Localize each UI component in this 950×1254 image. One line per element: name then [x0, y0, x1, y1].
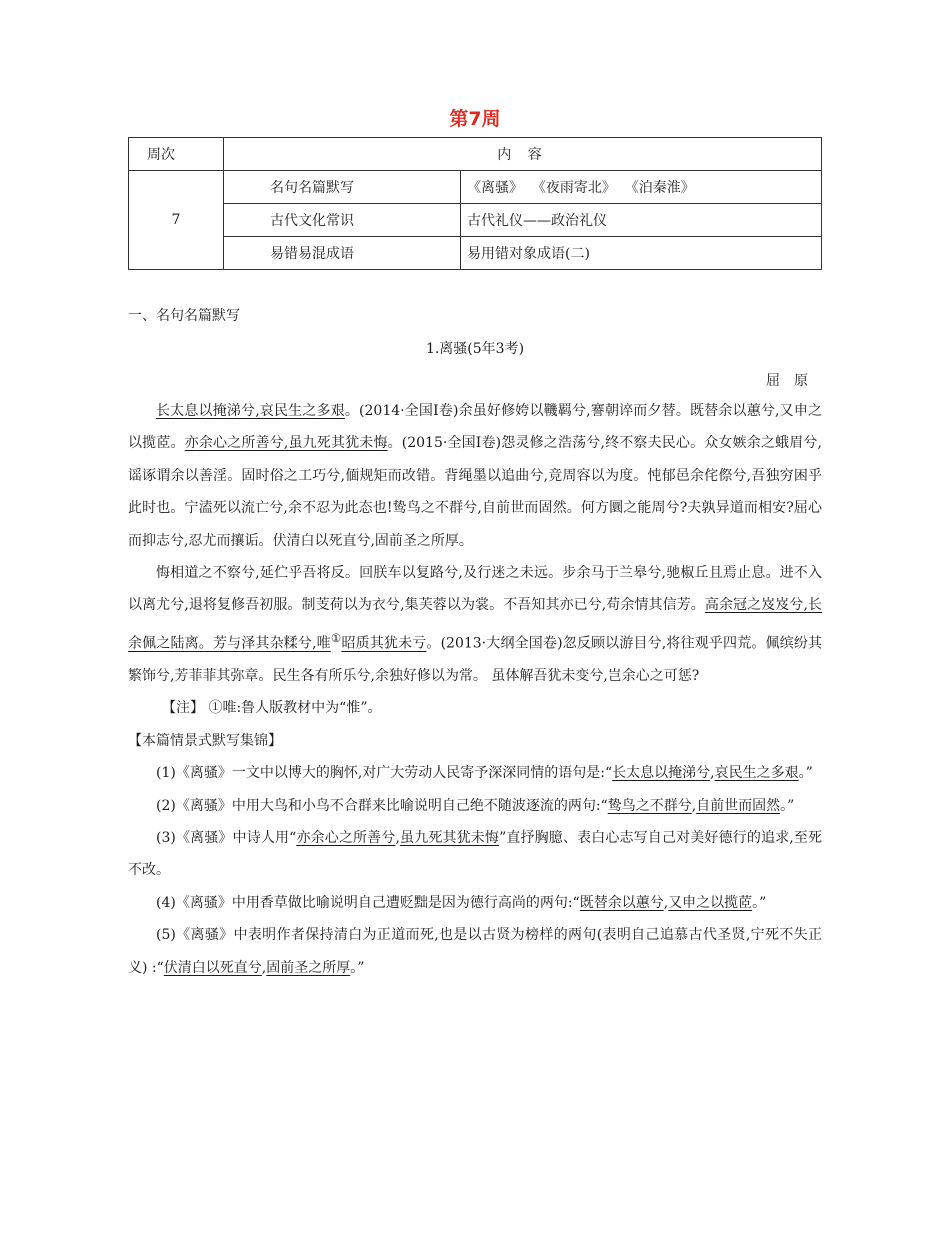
- text-run: (1)《离骚》一文中以博大的胸怀,对广大劳动人民寄予深深同情的语句是:“: [156, 765, 613, 782]
- row-category: 易错易混成语: [224, 237, 461, 270]
- text-run: ,: [663, 894, 669, 911]
- section-heading: 一、名句名篇默写: [128, 308, 240, 324]
- underlined-answer: 鸷鸟之不群兮: [607, 797, 692, 814]
- poem-note: 【注】 ①唯:鲁人版教材中为“惟”。: [162, 700, 382, 717]
- text-run: 。”: [780, 797, 795, 814]
- collection-heading: 【本篇情景式默写集锦】: [128, 732, 282, 749]
- exercise-4: [128, 887, 822, 919]
- schedule-table: [128, 137, 822, 270]
- exercise-5: [128, 919, 822, 984]
- table-row: [129, 171, 822, 204]
- text-run: 。”: [798, 765, 813, 782]
- underlined-answer: 自前世而固然: [696, 797, 781, 814]
- exercise-3: [128, 822, 822, 887]
- text-run: 悔相道之不察兮,延伫乎吾将反。回朕车以复路兮,及行迷之未远。步余马于兰皋兮,驰椒丘且焉止息。进不入以离尤兮,退将复修吾初服。制芰荷以为衣兮,集芙蓉以为裳。不吾知其亦已兮,苟余情其信芳。: [128, 565, 822, 614]
- table-row: [129, 237, 822, 270]
- underlined-answer: 亦余心之所善兮: [296, 829, 396, 846]
- text-run: 。(2013·大纲全国卷)忽反顾以游目兮,将往观乎四荒。佩缤纷其繁饰兮,芳菲菲其弥章。民生各有所乐兮,余独好修以为常。 虽体解吾犹未变兮,岂余心之可惩?: [128, 635, 823, 684]
- poem-paragraph-2: [128, 557, 822, 692]
- underlined-answer: 既替余以蕙兮: [579, 894, 664, 911]
- row-value: 易用错对象成语(二): [461, 237, 822, 270]
- underlined-answer: 虽九死其犹未悔: [399, 829, 500, 846]
- text-run: ,: [395, 829, 400, 846]
- text-run: 。”: [350, 959, 365, 976]
- text-run: (4)《离骚》中用香草做比喻说明自己遭贬黜是因为德行高尚的两句:“: [156, 894, 580, 911]
- text-run: (2)《离骚》中用大鸟和小鸟不合群来比喻说明自己绝不随波逐流的两句:“: [156, 797, 608, 814]
- underlined-answer: 又申之以揽茝: [668, 894, 753, 911]
- underlined-answer: 高余冠之岌岌兮,长余佩之陆离。芳与泽其杂糅兮,唯: [128, 597, 822, 652]
- text-run: 。(2015·全国Ⅰ卷)怨灵修之浩荡兮,终不察夫民心。众女嫉余之蛾眉兮,谣诼谓余以善淫。固时俗之工巧兮,偭规矩而改错。背绳墨以追曲兮,竞周容以为度。忳郁邑余侘傺兮,吾独穷困乎此时也。宁溘死以流亡兮,余不忍为此态也!鸷鸟之不群兮,自前世而固然。何方圜之能周兮?夫孰异道而相安?屈心而抑志兮,忍尤而攘诟。伏清白以死直兮,固前圣之所厚。: [128, 435, 823, 549]
- text-run: 。(2014·全国Ⅰ卷)余虽好修姱以鞿羁兮,謇朝谇而夕替。既替余以蕙兮,又申之以揽茝。: [128, 403, 823, 452]
- header-content: 内 容: [224, 138, 822, 171]
- text-run: (5)《离骚》中表明作者保持清白为正道而死,也是以古贤为榜样的两句(表明自己追慕古代圣贤,宁死不失正义) :“: [128, 927, 822, 976]
- row-category: 名句名篇默写: [224, 171, 461, 204]
- table-row: [129, 204, 822, 237]
- exercise-1: [128, 757, 822, 789]
- text-run: (3)《离骚》中诗人用“: [156, 829, 297, 846]
- table-header-row: [129, 138, 822, 171]
- text-run: ,: [710, 765, 715, 782]
- poem-title: 1.离骚(5年3考): [425, 341, 525, 357]
- underlined-answer: 固前圣之所厚: [266, 959, 351, 976]
- underlined-answer: 亦余心之所善兮,虽九死其犹未悔: [184, 435, 388, 452]
- text-run: 。”: [752, 894, 767, 911]
- week-number: 7: [129, 171, 224, 270]
- row-value: 《离骚》 《夜雨寄北》 《泊秦淮》: [461, 171, 822, 204]
- underlined-answer: 长太息以掩涕兮: [612, 765, 711, 782]
- document-body: [128, 395, 822, 984]
- row-category: 古代文化常识: [224, 204, 461, 237]
- page-title: 第7周: [449, 108, 501, 130]
- footnote-marker: ①: [330, 630, 342, 645]
- text-run: ”直抒胸臆、表白心志写自己对美好德行的追求,至死不改。: [128, 829, 822, 879]
- underlined-answer: 哀民生之多艰: [714, 765, 799, 782]
- row-value: 古代礼仪——政治礼仪: [461, 204, 822, 237]
- poem-author: 屈原: [766, 373, 822, 389]
- poem-paragraph-1: [128, 395, 822, 557]
- exercise-2: [128, 790, 822, 822]
- text-run: ,: [261, 959, 267, 976]
- underlined-answer: 昭质其犹未亏: [341, 635, 427, 652]
- header-week: 周次: [129, 138, 224, 171]
- text-run: ,: [691, 797, 697, 814]
- underlined-answer: 伏清白以死直兮: [163, 959, 262, 976]
- underlined-answer: 长太息以掩涕兮,哀民生之多艰: [156, 403, 345, 419]
